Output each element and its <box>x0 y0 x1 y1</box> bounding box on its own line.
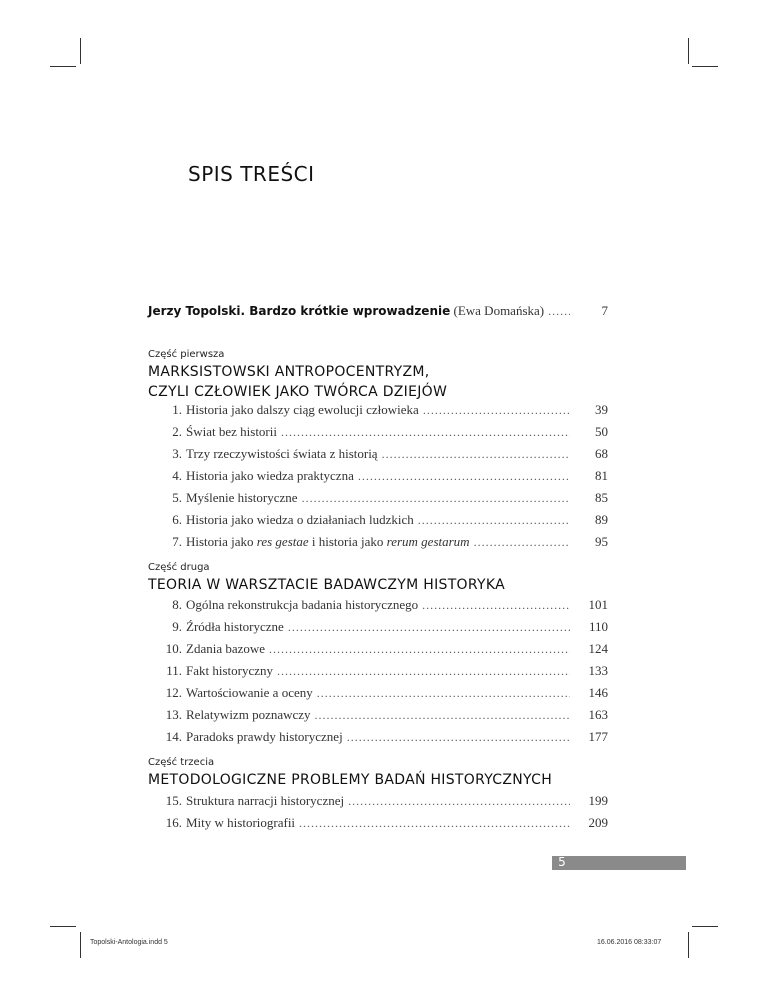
leader-dots <box>317 685 570 701</box>
page-number-bar <box>552 856 686 870</box>
toc-page-number: 177 <box>588 729 608 744</box>
toc-entry[interactable] <box>160 424 574 440</box>
chapter-title: Świat bez historii <box>186 424 277 439</box>
chapter-title: Historia jako wiedza o działaniach ludzkich <box>186 512 414 527</box>
toc-entry[interactable] <box>160 512 574 528</box>
leader-dots <box>422 597 570 613</box>
leader-dots <box>382 446 570 462</box>
toc-page-number: 39 <box>595 402 608 417</box>
leader-dots <box>423 402 570 418</box>
toc-entry[interactable] <box>160 815 574 831</box>
chapter-title: Paradoks prawdy historycznej <box>186 729 343 744</box>
leader-dots <box>548 303 570 319</box>
part-title <box>148 770 552 790</box>
toc-entry[interactable] <box>160 534 574 550</box>
chapter-number: 13. <box>165 707 182 722</box>
chapter-number: 1. <box>172 402 182 417</box>
leader-dots <box>288 619 570 635</box>
toc-intro-entry[interactable] <box>148 303 574 319</box>
chapter-title: Źródła historyczne <box>186 619 284 634</box>
leader-dots <box>347 729 570 745</box>
toc-entry[interactable] <box>160 490 574 506</box>
part-label: Część druga <box>148 562 210 573</box>
crop-mark <box>688 38 689 64</box>
chapter-title: Zdania bazowe <box>186 641 266 656</box>
crop-mark <box>688 932 689 958</box>
toc-page-number: 124 <box>588 641 608 656</box>
part-title <box>148 575 505 595</box>
footer-timestamp: 16.06.2016 08:33:07 <box>597 939 662 946</box>
leader-dots <box>277 663 570 679</box>
chapter-title: Struktura narracji historycznej <box>186 793 345 808</box>
toc-page-number: 199 <box>588 793 608 808</box>
chapter-number: 5. <box>172 490 182 505</box>
leader-dots <box>299 815 570 831</box>
toc-entry[interactable] <box>160 663 574 679</box>
toc-page-number: 7 <box>601 303 608 318</box>
chapter-number: 12. <box>165 685 182 700</box>
part-title-line: MARKSISTOWSKI ANTROPOCENTRYZM, <box>148 364 430 380</box>
page-title: SPIS TREŚCI <box>188 162 315 186</box>
chapter-title: Wartościowanie a oceny <box>186 685 313 700</box>
chapter-number: 4. <box>172 468 182 483</box>
crop-mark <box>50 66 76 67</box>
chapter-number: 2. <box>172 424 182 439</box>
toc-entry[interactable] <box>160 793 574 809</box>
toc-page-number: 81 <box>595 468 608 483</box>
crop-mark <box>692 66 718 67</box>
toc-page-number: 85 <box>595 490 608 505</box>
toc-page-number: 110 <box>588 619 608 634</box>
crop-mark <box>692 926 718 927</box>
toc-page-number: 89 <box>595 512 608 527</box>
chapter-title: Historia jako wiedza praktyczna <box>186 468 354 483</box>
part-title <box>148 362 447 402</box>
leader-dots <box>315 707 570 723</box>
leader-dots <box>281 424 570 440</box>
chapter-number: 11. <box>166 663 182 678</box>
chapter-title: Ogólna rekonstrukcja badania historycznego <box>186 597 419 612</box>
intro-title: Jerzy Topolski. Bardzo krótkie wprowadzenie <box>148 304 451 318</box>
toc-page-number: 163 <box>588 707 608 722</box>
part-title-line: CZYLI CZŁOWIEK JAKO TWÓRCA DZIEJÓW <box>148 384 448 400</box>
chapter-number: 6. <box>172 512 182 527</box>
footer-file-info: Topolski-Antologia.indd 5 <box>90 939 168 946</box>
chapter-title: Trzy rzeczywistości świata z historią <box>186 446 378 461</box>
chapter-number: 15. <box>165 793 182 808</box>
crop-mark <box>80 38 81 64</box>
leader-dots <box>418 512 570 528</box>
toc-entry[interactable] <box>160 685 574 701</box>
toc-entry[interactable] <box>160 729 574 745</box>
chapter-title-part: Historia jako <box>186 534 257 549</box>
intro-author: (Ewa Domańska) <box>453 303 545 318</box>
leader-dots <box>358 468 570 484</box>
toc-page-number: 209 <box>588 815 608 830</box>
chapter-number: 3. <box>172 446 182 461</box>
toc-page-number: 133 <box>588 663 608 678</box>
chapter-title-part: i historia jako <box>308 534 387 549</box>
toc-page-number: 68 <box>595 446 608 461</box>
chapter-title-italic: res gestae <box>256 534 309 549</box>
page-number: 5 <box>558 855 566 869</box>
toc-entry[interactable] <box>160 468 574 484</box>
leader-dots <box>269 641 570 657</box>
chapter-title-italic: rerum gestarum <box>386 534 470 549</box>
part-label: Część pierwsza <box>148 349 225 360</box>
part-title-line: TEORIA W WARSZTACIE BADAWCZYM HISTORYKA <box>148 577 505 593</box>
chapter-title: Myślenie historyczne <box>186 490 298 505</box>
toc-intro-text <box>148 303 544 319</box>
chapter-number: 16. <box>165 815 182 830</box>
toc-entry[interactable] <box>160 597 574 613</box>
chapter-title: Mity w historiografii <box>186 815 296 830</box>
chapter-number: 9. <box>172 619 182 634</box>
toc-entry[interactable] <box>160 619 574 635</box>
leader-dots <box>302 490 570 506</box>
chapter-number: 8. <box>172 597 182 612</box>
toc-entry[interactable] <box>160 402 574 418</box>
part-title-line: METODOLOGICZNE PROBLEMY BADAŃ HISTORYCZNYCH <box>148 772 553 788</box>
chapter-number: 7. <box>172 534 182 549</box>
toc-page-number: 101 <box>588 597 608 612</box>
leader-dots <box>474 534 570 550</box>
crop-mark <box>50 926 76 927</box>
chapter-title: Fakt historyczny <box>186 663 274 678</box>
toc-page-number: 50 <box>595 424 608 439</box>
toc-entry[interactable] <box>160 707 574 723</box>
toc-entry[interactable] <box>160 641 574 657</box>
toc-page-number: 95 <box>595 534 608 549</box>
chapter-number: 14. <box>165 729 182 744</box>
crop-mark <box>80 932 81 958</box>
part-label: Część trzecia <box>148 757 215 768</box>
chapter-title: Historia jako dalszy ciąg ewolucji człowieka <box>186 402 419 417</box>
toc-entry[interactable] <box>160 446 574 462</box>
chapter-title: Relatywizm poznawczy <box>186 707 311 722</box>
leader-dots <box>348 793 570 809</box>
chapter-number: 10. <box>165 641 182 656</box>
toc-page-number: 146 <box>588 685 608 700</box>
